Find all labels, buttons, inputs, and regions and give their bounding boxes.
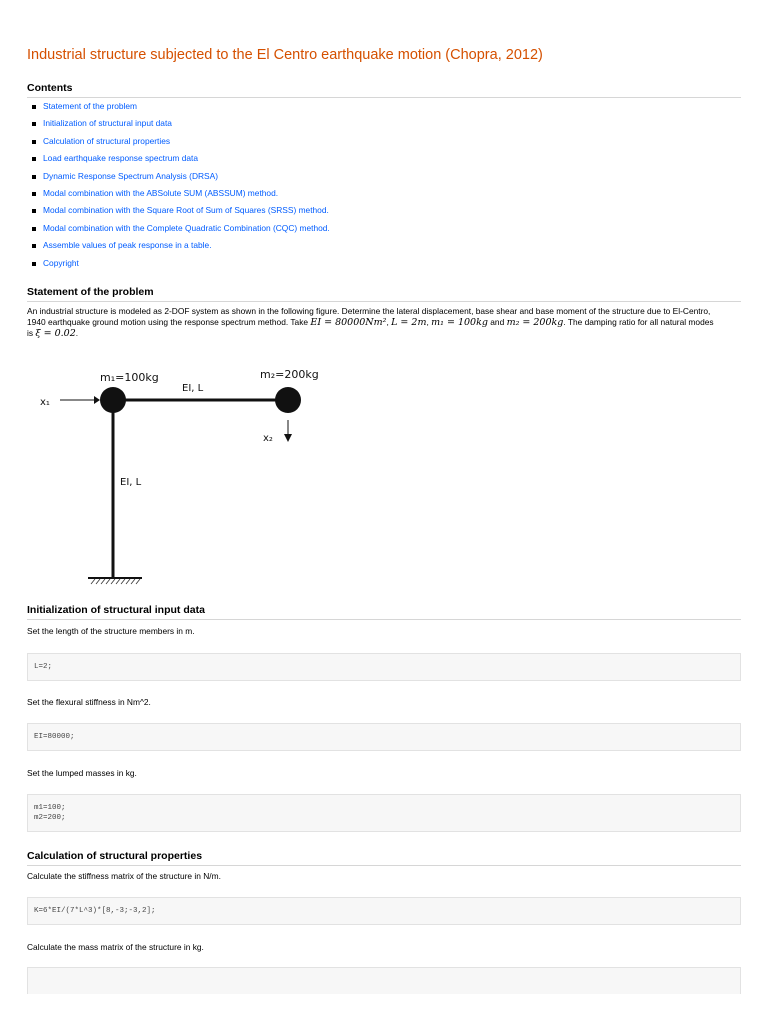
init-text-masses: Set the lumped masses in kg. <box>27 768 137 778</box>
math-xi: ξ = 0.02 <box>35 328 76 339</box>
toc-link-copyright[interactable]: Copyright <box>43 257 79 268</box>
math-ei: EI = 80000Nm² <box>310 317 387 328</box>
x1-arrow-icon <box>60 396 100 404</box>
props-text-stiffness: Calculate the stiffness matrix of the structure in N/m. <box>27 871 221 881</box>
math-m1: m₁ = 100kg <box>431 317 488 328</box>
separator: , <box>386 317 389 327</box>
mass-node-2 <box>275 387 301 413</box>
init-heading: Initialization of structural input data <box>27 604 741 620</box>
toc-item <box>32 100 330 117</box>
contents-heading: Contents <box>27 82 741 98</box>
toc-item <box>32 257 330 274</box>
toc-item <box>32 187 330 204</box>
init-text-stiffness: Set the flexural stiffness in Nm^2. <box>27 697 151 707</box>
toc-link-initialization[interactable]: Initialization of structural input data <box>43 118 172 129</box>
math-l: L = 2m <box>391 317 427 328</box>
toc-link-cqc[interactable]: Modal combination with the Complete Quadratic Combination (CQC) method. <box>43 222 330 233</box>
code-block-stiffness-matrix[interactable]: K=6*EI/(7*L^3)*[8,-3;-3,2]; <box>27 897 741 925</box>
toc-link-properties[interactable]: Calculation of structural properties <box>43 135 171 146</box>
code-block-length[interactable]: L=2; <box>27 653 741 681</box>
beam-label: EI, L <box>182 383 204 394</box>
toc-link-srss[interactable]: Modal combination with the Square Root of Sum of Squares (SRSS) method. <box>43 205 329 216</box>
fixed-support-icon <box>88 578 142 584</box>
toc-link-table[interactable]: Assemble values of peak response in a table. <box>43 240 212 251</box>
toc-link-statement[interactable]: Statement of the problem <box>43 101 138 111</box>
toc-item <box>32 239 330 256</box>
toc-item <box>32 135 330 152</box>
x2-arrow-icon <box>284 420 292 442</box>
statement-text: is <box>27 328 34 338</box>
math-m2: m₂ = 200kg <box>506 317 564 328</box>
props-heading: Calculation of structural properties <box>27 850 741 866</box>
mass-node-1 <box>100 387 126 413</box>
column-label: EI, L <box>120 477 142 488</box>
x2-label: x₂ <box>263 433 273 444</box>
toc-item <box>32 204 330 221</box>
statement-text: . The damping ratio for all natural modes <box>563 317 714 327</box>
structure-figure <box>30 360 350 590</box>
m2-label: m₂=200kg <box>260 368 319 381</box>
toc-link-abssum[interactable]: Modal combination with the ABSolute SUM (ABSSUM) method. <box>43 187 279 198</box>
m1-label: m₁=100kg <box>100 371 159 384</box>
toc-item <box>32 222 330 239</box>
toc-link-drsa[interactable]: Dynamic Response Spectrum Analysis (DRSA) <box>43 170 219 181</box>
x1-label: x₁ <box>40 397 50 408</box>
statement-paragraph <box>27 306 741 339</box>
and-text: and <box>490 317 505 327</box>
toc-link-spectrum[interactable]: Load earthquake response spectrum data <box>43 153 199 164</box>
statement-heading: Statement of the problem <box>27 286 741 302</box>
statement-line: An industrial structure is modeled as 2-DOF system as shown in the following figure. Determine the lateral displacement, base shear and base moment of the structure due to El-Centro, <box>27 306 711 316</box>
toc-item <box>32 170 330 187</box>
props-text-mass: Calculate the mass matrix of the structure in kg. <box>27 942 204 952</box>
table-of-contents <box>32 100 330 274</box>
toc-item <box>32 117 330 134</box>
code-block-mass-matrix[interactable] <box>27 967 741 994</box>
separator: , <box>426 317 429 327</box>
toc-item <box>32 152 330 169</box>
init-text-length: Set the length of the structure members in m. <box>27 626 195 636</box>
statement-text: . <box>75 328 79 338</box>
statement-text: 1940 earthquake ground motion using the response spectrum method. Take <box>27 317 309 327</box>
code-block-stiffness[interactable]: EI=80000; <box>27 723 741 751</box>
statement-line <box>27 317 741 328</box>
page-title: Industrial structure subjected to the El Centro earthquake motion (Chopra, 2012) <box>27 47 543 63</box>
code-block-masses[interactable]: m1=100; m2=200; <box>27 794 741 832</box>
statement-line <box>27 328 741 339</box>
